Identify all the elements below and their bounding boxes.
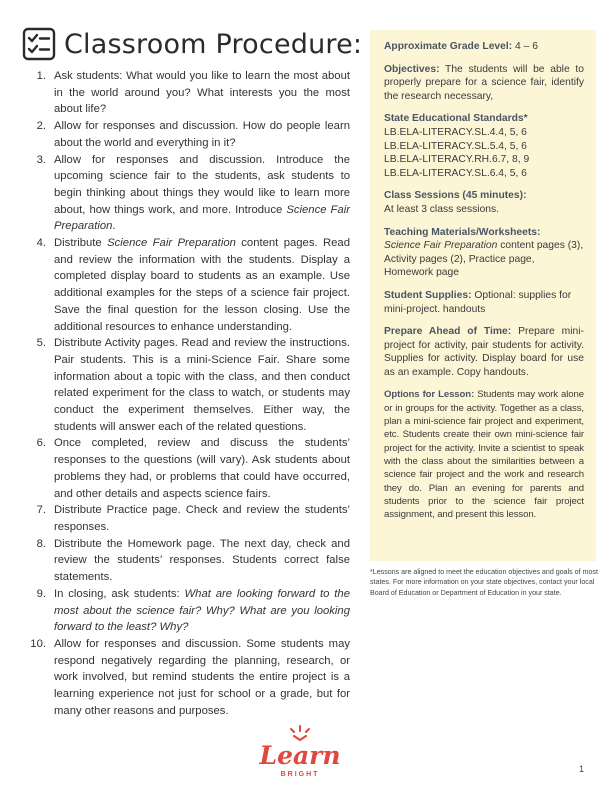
- page-number: 1: [579, 764, 585, 774]
- step-number: 7.: [36, 504, 46, 517]
- logo-wordmark: Learn: [259, 741, 341, 770]
- procedure-step: [18, 536, 350, 586]
- sessions-value: At least 3 class sessions.: [384, 203, 500, 215]
- standards-label: State Educational Standards*: [384, 113, 528, 125]
- prepare-value: Prepare mini-project for activity, pair students for activity. Supplies for activity. Display board for use as an example. Copy handouts.: [384, 326, 584, 378]
- step-text: Distribute: [54, 237, 108, 250]
- objectives: [384, 63, 584, 104]
- prepare-label: Prepare Ahead of Time:: [384, 326, 512, 338]
- step-text: Ask students: What would you like to learn the most about in the world around you? What interests you the most about life?: [54, 70, 350, 116]
- lesson-info-panel: [370, 30, 596, 561]
- materials-value: content pages (3), Activity pages (2), Practice page, Homework page: [384, 240, 584, 279]
- lesson-options: [384, 388, 584, 521]
- student-supplies: [384, 289, 584, 316]
- step-text-italic: Science Fair Preparation: [54, 203, 350, 233]
- step-number: 1.: [36, 70, 46, 82]
- standards-footnote: *Lessons are aligned to meet the education objectives and goals of most states. For more information on your state objectives, contact your local Board of Education or Department of Education in your state.: [370, 568, 598, 597]
- procedure-step: [18, 586, 350, 636]
- step-text: Once completed, review and discuss the students’ responses to the questions (will vary). Ask students about problems they had, or problems that could have occurred, and other details and aspects science fairs.: [54, 437, 350, 500]
- sessions-label: Class Sessions (45 minutes):: [384, 190, 527, 202]
- standard-item: LB.ELA-LITERACY.SL.6.4, 5, 6: [384, 167, 527, 179]
- procedure-step: [18, 235, 350, 335]
- prepare-ahead: [384, 325, 584, 379]
- step-number: 8.: [36, 537, 46, 550]
- objectives-label: Objectives:: [384, 63, 440, 75]
- step-text: Allow for responses and discussion. Some students may respond negatively regarding the planning, research, or work involved, but remind students the entire project is a learning experience not just for school or a grade, but for many other reasons and purposes.: [54, 637, 350, 717]
- step-number: 4.: [36, 237, 46, 250]
- step-number: 5.: [36, 337, 46, 350]
- checklist-icon: [22, 27, 56, 61]
- step-text: content pages. Read and review the information with the students. Display a completed display board to students as an example. Use additional examples for the steps of a science fair project. Save the final question for the lesson closing. Use the additional resources to enhance understanding.: [54, 237, 350, 333]
- page-title: Classroom Procedure:: [64, 28, 363, 60]
- step-number: 3.: [36, 153, 46, 166]
- page-header: [22, 26, 362, 62]
- standard-item: LB.ELA-LITERACY.SL.4.4, 5, 6: [384, 126, 527, 138]
- standard-item: LB.ELA-LITERACY.RH.6.7, 8, 9: [384, 154, 530, 166]
- step-text: Allow for responses and discussion. Introduce the upcoming science fair to the students, ask students to begin thinking about things they would like to learn more about, how things work, and more. Introduce: [54, 153, 350, 216]
- step-number: 6.: [36, 437, 46, 450]
- teaching-materials: [384, 226, 584, 280]
- learn-bright-logo: [250, 720, 350, 780]
- logo-subtitle: BRIGHT: [280, 771, 320, 778]
- lightbulb-icon: [291, 726, 309, 740]
- materials-italic: Science Fair Preparation: [384, 240, 498, 252]
- step-text: Allow for responses and discussion. How do people learn about the world and everything in it?: [54, 120, 350, 149]
- step-text: Distribute Activity pages. Read and review the instructions. Pair students. This is a mini-Science Fair. Share some information about a topic with the class, and then conduct related experiment for the class to watch, or students may conduct the experiment themselves. Either way, the students will answer each of the related questions.: [54, 337, 350, 433]
- supplies-value: Optional: supplies for mini-project. handouts: [384, 289, 572, 315]
- grade-level-label: Approximate Grade Level:: [384, 41, 513, 52]
- step-text-italic: Science Fair Preparation: [107, 237, 236, 250]
- step-number: 2.: [36, 120, 46, 133]
- materials-label: Teaching Materials/Worksheets:: [384, 226, 541, 238]
- grade-level: [384, 40, 584, 54]
- procedure-step: [18, 636, 350, 720]
- step-text: Distribute the Homework page. The next day, check and review the students’ responses. Students correct false statements.: [54, 537, 350, 584]
- step-text: In closing, ask students:: [54, 587, 185, 600]
- grade-level-value: 4 – 6: [512, 41, 538, 52]
- objectives-value: The students will be able to properly prepare for a science fair, identify the research necessary,: [384, 63, 584, 102]
- procedure-step: [18, 68, 350, 118]
- step-text-italic: What are looking forward to the most about the science fair? Why? What are you looking forward to the least? Why?: [54, 587, 350, 634]
- step-number: 9.: [36, 587, 46, 600]
- step-text: .: [112, 220, 116, 233]
- state-standards: [384, 112, 584, 180]
- procedure-step: [18, 118, 350, 151]
- class-sessions: [384, 189, 584, 216]
- step-number: 10.: [30, 637, 46, 650]
- procedure-step: [18, 335, 350, 435]
- step-text: Distribute Practice page. Check and review the students’ responses.: [54, 504, 350, 533]
- procedure-step: [18, 152, 350, 236]
- supplies-label: Student Supplies:: [384, 289, 472, 301]
- options-label: Options for Lesson:: [384, 389, 475, 401]
- standard-item: LB.ELA-LITERACY.SL.5.4, 5, 6: [384, 140, 527, 152]
- procedure-step: [18, 502, 350, 535]
- procedure-step: [18, 435, 350, 502]
- options-value: Students may work alone or in groups for the activity. Together as a class, plan a mini-science fair project and experiment, etc. Students create their own mini-science fair project for the activity. Invite a scientist to speak with the class about the similarities between a science fair project and the work and research they do. Plan an evening for parents and students prior to the science fair project assignment, and present this lesson.: [384, 389, 584, 521]
- procedure-steps-list: [18, 68, 350, 719]
